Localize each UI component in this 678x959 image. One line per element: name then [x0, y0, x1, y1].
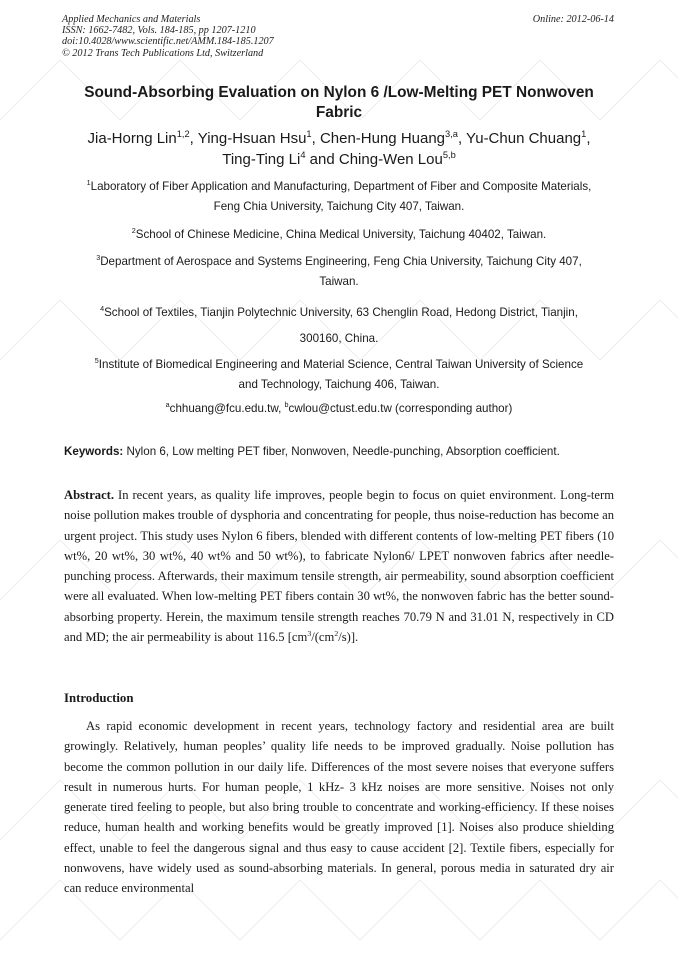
affiliation-sup: 2 — [131, 226, 136, 236]
affiliation-line: Department of Aerospace and Systems Engineering, Feng Chia University, Taichung City 407, — [100, 255, 582, 268]
author-sup: 1,2 — [176, 129, 190, 139]
title-line-2: Fabric — [315, 104, 363, 121]
journal-name: Applied Mechanics and Materials — [62, 14, 201, 25]
affiliation-line: Feng Chia University, Taichung City 407, Taiwan. — [213, 200, 465, 213]
affiliation-sup: 4 — [100, 304, 105, 314]
affiliation-sup: 5 — [94, 356, 99, 366]
author-sep: and — [305, 151, 339, 168]
affiliation-line: School of Chinese Medicine, China Medical University, Taichung 40402, Taiwan. — [135, 228, 547, 241]
author-sep: , — [586, 130, 591, 147]
corresponding-emails — [40, 402, 638, 415]
email-a[interactable]: chhuang@fcu.edu.tw, — [169, 402, 285, 415]
publication-info — [62, 14, 274, 59]
author-name: Ting-Ting Li — [222, 151, 301, 168]
abstract-sup: 3 — [307, 628, 312, 638]
author-name: Jia-Horng Lin — [87, 130, 177, 147]
affiliation-line: Institute of Biomedical Engineering and Material Science, Central Taiwan University of Science — [98, 358, 584, 371]
abstract-text-end: /s)]. — [338, 630, 359, 645]
affiliation-sup: 3 — [96, 253, 101, 263]
abstract-sup: 2 — [334, 628, 339, 638]
introduction-paragraph: As rapid economic development in recent years, technology factory and residential area are built growingly. Relatively, human peoples’ quality life needs to be improved gradually. Noise pollution has become the common pollution in our daily life. Differences of the most severe noises that everyone suffers result in numerous hurts. For human people, 1 kHz- 3 kHz noises are more sensitive. Noises not only generate tired feeling to people, but also bring trouble to concentrate and working-efficiency. If these noises reduce, human health and working benefits would be greatly improved [1]. Noises also produce shielding effect, unable to feel the dangerous signal and thus easy to cause accident [2]. Textile fibers, especially for nonwovens, have widely used as sound-absorbing materials. In general, porous media in saturated dry air can reduce environmental — [64, 719, 614, 896]
copyright-line: © 2012 Trans Tech Publications Ltd, Switzerland — [62, 47, 264, 59]
author-sep: , — [189, 130, 198, 147]
abstract-label: Abstract. — [64, 488, 115, 502]
abstract — [64, 485, 614, 647]
affiliation-line: and Technology, Taichung 406, Taiwan. — [238, 378, 440, 391]
keywords-text: Nylon 6, Low melting PET fiber, Nonwoven, Needle-punching, Absorption coefficient. — [123, 445, 560, 458]
keywords-label: Keywords: — [64, 445, 124, 458]
affiliation-1 — [52, 177, 626, 217]
author-name: Ching-Wen Lou — [338, 151, 443, 168]
paper-title — [40, 83, 638, 123]
introduction-heading: Introduction — [64, 691, 134, 705]
abstract-text: In recent years, as quality life improves, people begin to focus on quiet environment. Long-term noise pollution makes trouble of dysphoria and concentrating for people, thus noise-reduction has become an urgent project. This study uses Nylon 6 fibers, blended with different contents of low-melting PET fibers (10 wt%, 20 wt%, 30 wt%, 40 wt% and 50 wt%), to fabricate Nylon6/ LPET nonwoven fabrics after needle-punching process. Afterwards, their maximum tensile strength, air permeability, sound absorption coefficient were all evaluated. When low-melting PET fibers contain 30 wt%, the nonwoven fabric has the better sound-absorbing property. Herein, the maximum tensile strength reaches 70.79 N and 31.01 N, respectively in CD and MD; the air permeability is about 116.5 [cm — [64, 488, 614, 645]
email-b[interactable]: cwlou@ctust.edu.tw (corresponding author) — [288, 402, 513, 415]
email-sup: b — [284, 400, 289, 410]
affiliation-sup: 1 — [86, 178, 91, 188]
author-sup: 3,a — [445, 129, 458, 139]
author-list — [40, 128, 638, 170]
email-sup: a — [165, 400, 170, 410]
keywords — [64, 445, 616, 458]
abstract-text-mid: /(cm — [311, 630, 335, 645]
doi-line: doi:10.4028/www.scientific.net/AMM.184-185.1207 — [62, 36, 274, 48]
author-sep: , — [311, 130, 320, 147]
author-sup: 4 — [300, 150, 306, 160]
author-sup: 1 — [581, 129, 587, 139]
affiliation-4 — [52, 300, 626, 352]
author-name: Chen-Hung Huang — [319, 130, 446, 147]
affiliation-line: School of Textiles, Tianjin Polytechnic University, 63 Chenglin Road, Hedong District, Tianjin, — [104, 306, 578, 319]
title-line-1: Sound-Absorbing Evaluation on Nylon 6 /Low-Melting PET Nonwoven — [84, 84, 594, 101]
affiliation-line: Laboratory of Fiber Application and Manufacturing, Department of Fiber and Composite Materials, — [90, 180, 592, 193]
affiliation-line: 300160, China. — [299, 332, 379, 345]
issn-line: ISSN: 1662-7482, Vols. 184-185, pp 1207-1210 — [62, 25, 256, 37]
author-name: Yu-Chun Chuang — [466, 130, 582, 147]
affiliation-line: Taiwan. — [319, 275, 359, 288]
affiliation-5 — [52, 355, 626, 395]
author-sup: 1 — [306, 129, 312, 139]
author-sup: 5,b — [442, 150, 456, 160]
affiliation-3 — [52, 252, 626, 292]
affiliation-2 — [52, 225, 626, 245]
author-name: Ying-Hsuan Hsu — [197, 130, 307, 147]
author-sep: , — [457, 130, 467, 147]
online-date: Online: 2012-06-14 — [532, 14, 614, 25]
